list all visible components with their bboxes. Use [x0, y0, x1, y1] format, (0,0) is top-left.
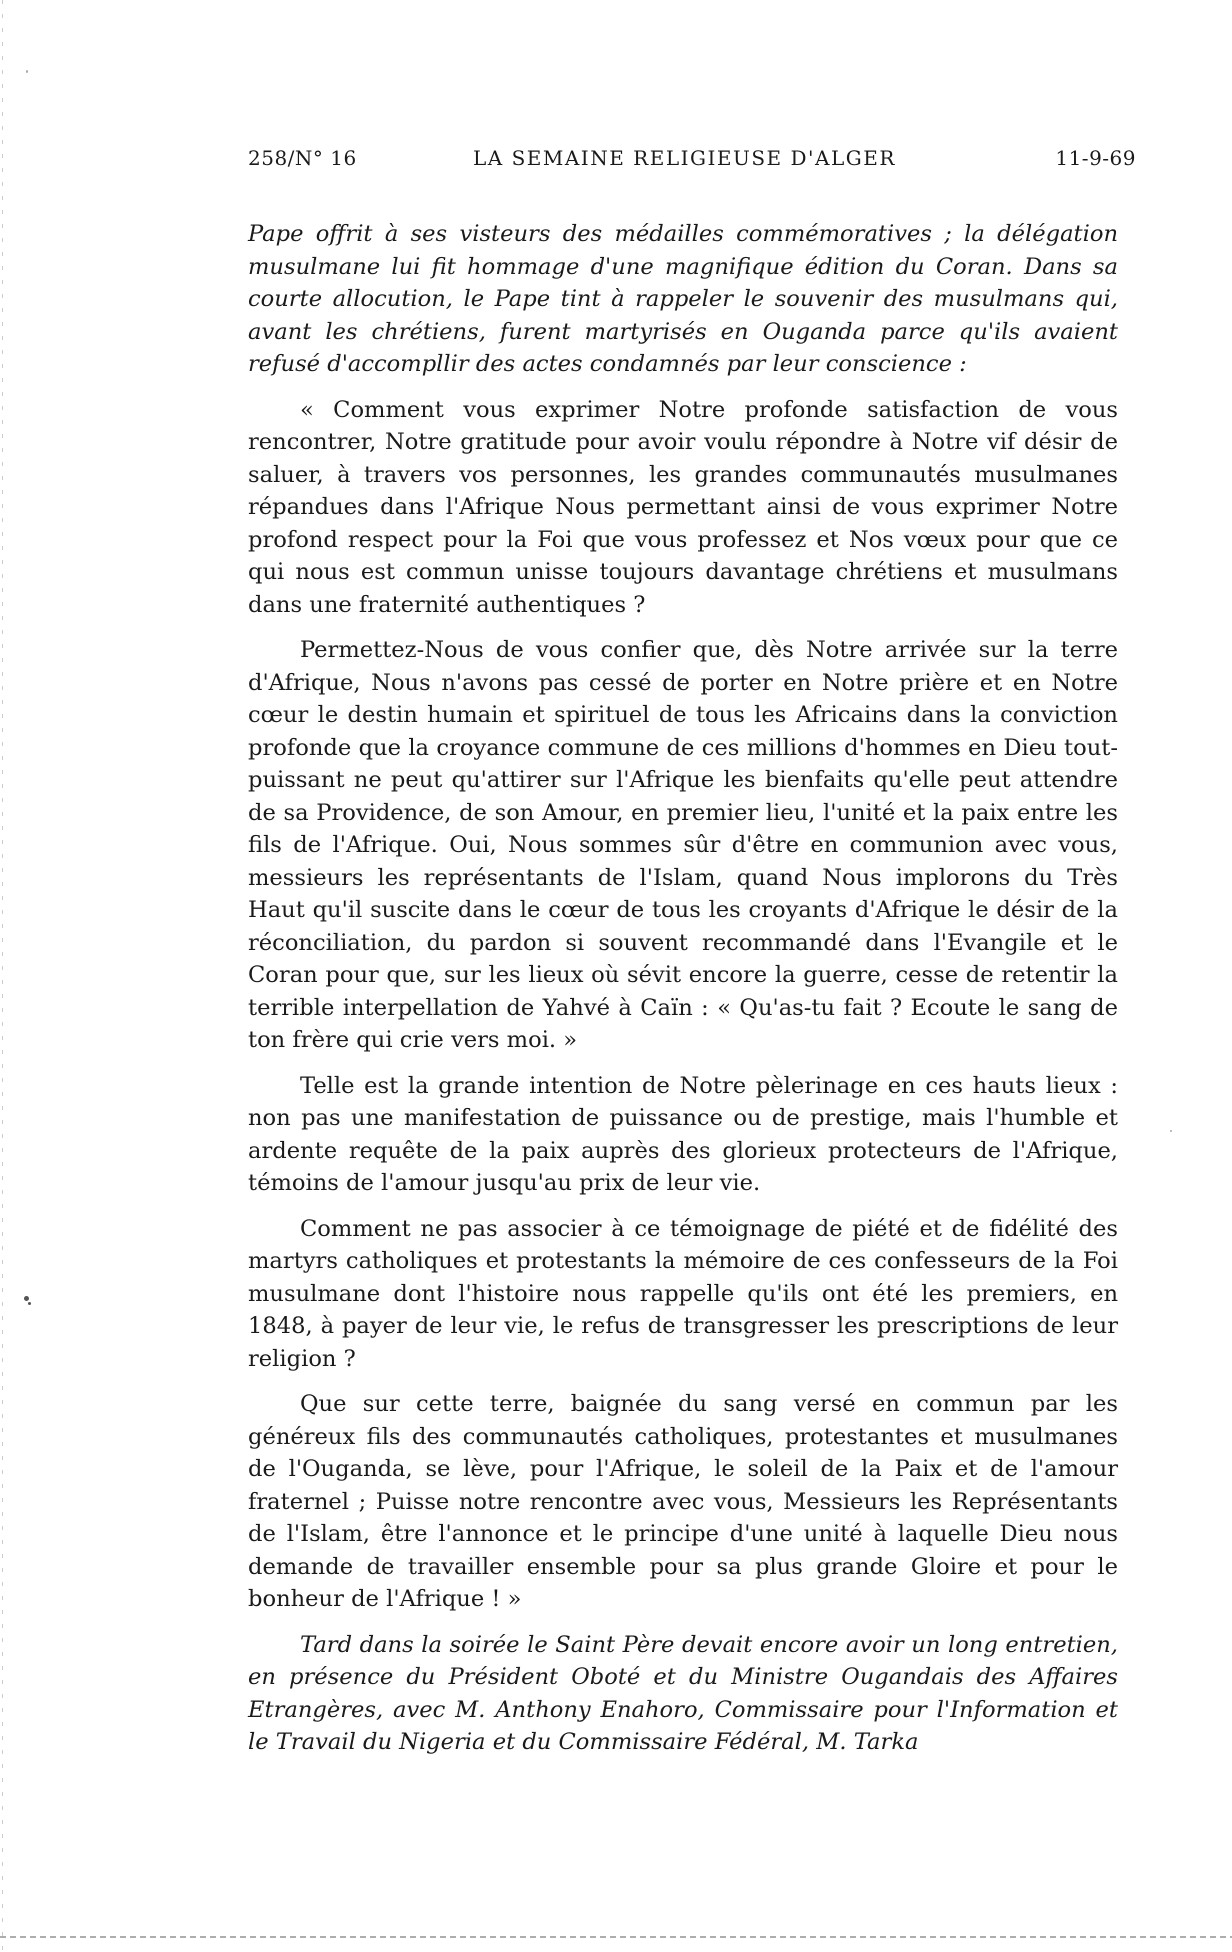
scan-speck	[26, 70, 28, 73]
article-body	[248, 218, 1118, 1772]
page-reference: 258/N° 16	[248, 146, 357, 170]
paragraph-quote-5: Que sur cette terre, baignée du sang versé en commun par les généreux fils des communautés catholiques, protestantes et musulmanes de l'Ouganda, se lève, pour l'Afrique, le soleil de la Paix et de l'amour fraternel ; Puisse notre rencontre avec vous, Messieurs les Représentants de l'Islam, être l'annonce et le principe d'une unité à laquelle Dieu nous demande de travailler ensemble pour sa plus grande Gloire et pour le bonheur de l'Afrique ! »	[248, 1391, 1118, 1612]
paragraph-intro: Pape offrit à ses visteurs des médailles commémoratives ; la délégation musulmane lui fit hommage d'une magnifique édition du Coran. Dans sa courte allocution, le Pape tint à rappeler le souvenir des musulmans qui, avant les chrétiens, furent martyrisés en Ouganda parce qu'ils avaient refusé d'accompllir des actes condamnés par leur conscience :	[248, 221, 1118, 377]
publication-title: LA SEMAINE RELIGIEUSE D'ALGER	[473, 146, 896, 170]
paragraph-quote-1: « Comment vous exprimer Notre profonde satisfaction de vous rencontrer, Notre gratitude pour avoir voulu répondre à Notre vif désir de saluer, à travers vos personnes, les grandes communautés musulmanes répandues dans l'Afrique Nous permettant ainsi de vous exprimer Notre profond respect pour la Foi que vous professez et Nos vœux pour que ce qui nous est commun unisse toujours davantage chrétiens et musulmans dans une fraternité authentiques ?	[248, 396, 1118, 618]
scan-speck	[24, 1296, 29, 1301]
scan-speck	[1170, 1130, 1172, 1132]
running-header	[248, 146, 1136, 176]
issue-date: 11-9-69	[1055, 146, 1136, 170]
paragraph-quote-3: Telle est la grande intention de Notre pèlerinage en ces hauts lieux : non pas une manifestation de puissance ou de prestige, mais l'humble et ardente requête de la paix auprès des glorieux protecteurs de l'Afrique, témoins de l'amour jusqu'au prix de leur vie.	[248, 1072, 1118, 1196]
paragraph-closing: Tard dans la soirée le Saint Père devait encore avoir un long entretien, en présence du Président Oboté et du Ministre Ougandais des Affaires Etrangères, avec M. Anthony Enahoro, Commissaire pour l'Information et le Travail du Nigeria et du Commissaire Fédéral, M. Tarka	[248, 1631, 1118, 1755]
scan-bottom-edge	[0, 1936, 1232, 1938]
scan-speck	[28, 1302, 31, 1305]
scan-edge-mark	[2, 0, 3, 1952]
paragraph-quote-4: Comment ne pas associer à ce témoignage de piété et de fidélité des martyrs catholiques et protestants la mémoire de ces confesseurs de la Foi musulmane dont l'histoire nous rappelle qu'ils ont été les premiers, en 1848, à payer de leur vie, le refus de transgresser les prescriptions de leur religion ?	[248, 1215, 1118, 1372]
paragraph-quote-2: Permettez-Nous de vous confier que, dès Notre arrivée sur la terre d'Afrique, Nous n'avons pas cessé de porter en Notre prière et en Notre cœur le destin humain et spirituel de tous les Africains dans la conviction profonde que la croyance commune de ces millions d'hommes en Dieu tout-puissant ne peut qu'attirer sur l'Afrique les bienfaits qu'elle peut attendre de sa Providence, de son Amour, en premier lieu, l'unité et la paix entre les fils de l'Afrique. Oui, Nous sommes sûr d'être en communion avec vous, messieurs les représentants de l'Islam, quand Nous implorons du Très Haut qu'il suscite dans le cœur de tous les croyants d'Afrique le désir de la réconciliation, du pardon si souvent recommandé dans l'Evangile et le Coran pour que, sur les lieux où sévit encore la guerre, cesse de retentir la terrible interpellation de Yahvé à Caïn : « Qu'as-tu fait ? Ecoute le sang de ton frère qui crie vers moi. »	[248, 637, 1118, 1053]
